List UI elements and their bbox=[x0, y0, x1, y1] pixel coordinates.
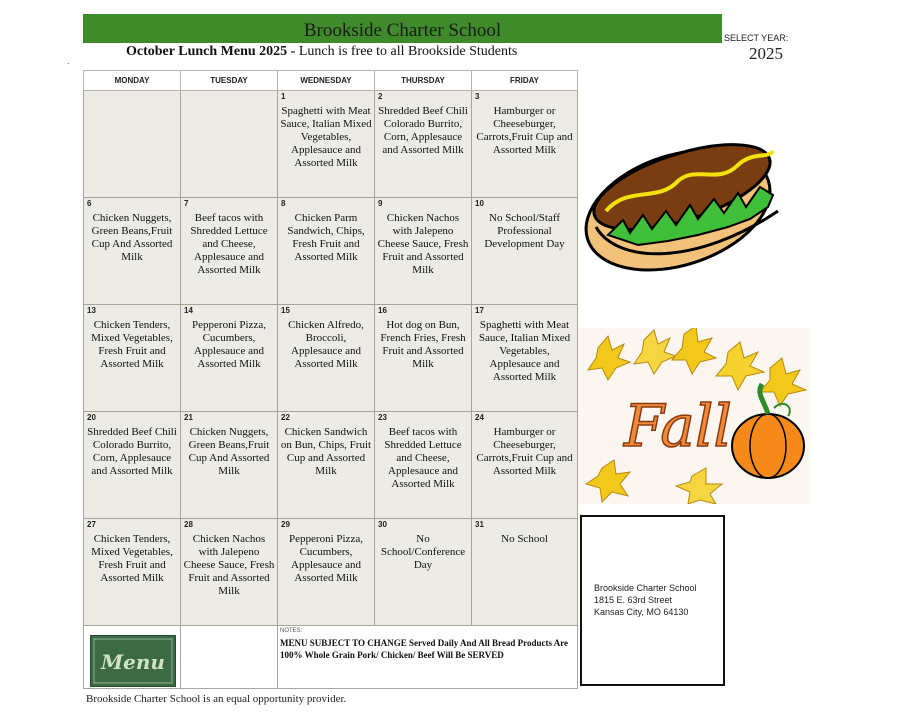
menu-logo-art bbox=[91, 636, 175, 686]
meal-text: No School/Staff Professional Development Day bbox=[484, 212, 565, 250]
notes-text: MENU SUBJECT TO CHANGE Served Daily And All Bread Products Are 100% Whole Grain Pork/ Chicken/ Beef Will Be SERVED bbox=[280, 638, 569, 660]
day-number: 16 bbox=[378, 306, 387, 315]
day-number: 9 bbox=[378, 199, 383, 208]
meal-text: Chicken Nuggets, Green Beans,Fruit Cup And Assorted Milk bbox=[188, 426, 270, 477]
day-cell bbox=[278, 519, 375, 626]
day-number: 20 bbox=[87, 413, 96, 422]
day-number: 24 bbox=[475, 413, 484, 422]
day-cell bbox=[84, 519, 181, 626]
day-cell bbox=[181, 91, 278, 198]
school-address bbox=[594, 582, 697, 618]
day-number: 3 bbox=[475, 92, 480, 101]
meal-text: Chicken Alfredo, Broccoli, Applesauce and Assorted Milk bbox=[288, 319, 364, 370]
day-cell bbox=[375, 519, 472, 626]
meal-text: Shredded Beef Chili Colorado Burrito, Corn, Applesauce and Assorted Milk bbox=[378, 105, 468, 156]
day-number: 13 bbox=[87, 306, 96, 315]
meal-text: Shredded Beef Chili Colorado Burrito, Corn, Applesauce and Assorted Milk bbox=[87, 426, 177, 477]
meal-text: Chicken Parm Sandwich, Chips, Fresh Fruit and Assorted Milk bbox=[287, 212, 365, 263]
meal-text: Beef tacos with Shredded Lettuce and Cheese, Applesauce and Assorted Milk bbox=[384, 426, 462, 490]
meal-text: Chicken Nuggets, Green Beans,Fruit Cup And Assorted Milk bbox=[91, 212, 173, 263]
day-number: 27 bbox=[87, 520, 96, 529]
day-cell bbox=[472, 91, 578, 198]
address-box bbox=[580, 515, 725, 686]
meal-text: No School/Conference Day bbox=[380, 533, 466, 571]
day-cell bbox=[84, 305, 181, 412]
meal-text: Beef tacos with Shredded Lettuce and Cheese, Applesauce and Assorted Milk bbox=[190, 212, 268, 276]
day-cell bbox=[472, 198, 578, 305]
day-number: 7 bbox=[184, 199, 189, 208]
day-cell bbox=[278, 305, 375, 412]
day-number: 30 bbox=[378, 520, 387, 529]
meal-text: Spaghetti with Meat Sauce, Italian Mixed Vegetables, Applesauce and Assorted Milk bbox=[478, 319, 571, 383]
weekday-header: WEDNESDAY bbox=[278, 71, 375, 91]
meal-text: Chicken Tenders, Mixed Vegetables, Fresh Fruit and Assorted Milk bbox=[91, 533, 173, 584]
day-number: 10 bbox=[475, 199, 484, 208]
day-number: 17 bbox=[475, 306, 484, 315]
menu-title: October Lunch Menu 2025 - bbox=[126, 44, 296, 59]
day-number: 31 bbox=[475, 520, 484, 529]
day-number: 22 bbox=[281, 413, 290, 422]
meal-text: Pepperoni Pizza, Cucumbers, Applesauce and Assorted Milk bbox=[192, 319, 266, 370]
year-select[interactable]: 2025 bbox=[749, 44, 783, 63]
weekday-header: FRIDAY bbox=[472, 71, 578, 91]
day-cell bbox=[278, 198, 375, 305]
day-cell bbox=[472, 305, 578, 412]
meal-text: Chicken Tenders, Mixed Vegetables, Fresh Fruit and Assorted Milk bbox=[91, 319, 173, 370]
day-cell bbox=[84, 412, 181, 519]
menu-logo-text: Menu bbox=[101, 650, 165, 674]
day-number: 1 bbox=[281, 92, 286, 101]
day-number: 2 bbox=[378, 92, 383, 101]
day-cell bbox=[375, 91, 472, 198]
footer-statement: Brookside Charter School is an equal opportunity provider. bbox=[86, 693, 347, 705]
empty-cell bbox=[181, 626, 278, 689]
day-number: 21 bbox=[184, 413, 193, 422]
weekday-header: MONDAY bbox=[84, 71, 181, 91]
weekday-header-row bbox=[84, 71, 578, 91]
address-street: 1815 E. 63rd Street bbox=[594, 595, 673, 605]
day-number: 29 bbox=[281, 520, 290, 529]
day-cell bbox=[375, 412, 472, 519]
meal-text: Chicken Nachos with Jalepeno Cheese Sauce, Fresh Fruit and Assorted Milk bbox=[377, 212, 469, 276]
notes-label: NOTES: bbox=[280, 628, 303, 634]
day-number: 15 bbox=[281, 306, 290, 315]
weekday-header: THURSDAY bbox=[375, 71, 472, 91]
notes-row bbox=[84, 626, 578, 689]
stray-dot: . bbox=[67, 57, 70, 66]
meal-text: Pepperoni Pizza, Cucumbers, Applesauce and Assorted Milk bbox=[289, 533, 363, 584]
address-city: Kansas City, MO 64130 bbox=[594, 607, 689, 617]
day-cell bbox=[278, 412, 375, 519]
day-cell bbox=[375, 198, 472, 305]
day-number: 6 bbox=[87, 199, 92, 208]
hotdog-illustration bbox=[578, 115, 808, 275]
lunch-calendar bbox=[83, 70, 578, 689]
meal-text: Hamburger or Cheeseburger, Carrots,Fruit Cup and Assorted Milk bbox=[476, 105, 573, 156]
day-number: 8 bbox=[281, 199, 286, 208]
menu-logo-cell bbox=[84, 626, 181, 689]
day-number: 28 bbox=[184, 520, 193, 529]
menu-logo bbox=[90, 635, 176, 687]
meal-text: Hot dog on Bun, French Fries, Fresh Fruit and Assorted Milk bbox=[380, 319, 466, 370]
day-cell bbox=[472, 412, 578, 519]
week-row bbox=[84, 519, 578, 626]
day-cell bbox=[84, 91, 181, 198]
day-cell bbox=[375, 305, 472, 412]
day-number: 14 bbox=[184, 306, 193, 315]
day-cell bbox=[278, 91, 375, 198]
weekday-header: TUESDAY bbox=[181, 71, 278, 91]
fall-logo-text: Fall bbox=[624, 392, 732, 460]
week-row bbox=[84, 305, 578, 412]
meal-text: No School bbox=[501, 533, 548, 545]
school-title: Brookside Charter School bbox=[303, 20, 502, 41]
menu-subtitle bbox=[126, 44, 517, 60]
meal-text: Hamburger or Cheeseburger, Carrots,Fruit Cup and Assorted Milk bbox=[476, 426, 573, 477]
day-cell bbox=[181, 305, 278, 412]
meal-text: Chicken Sandwich on Bun, Chips, Fruit Cup and Assorted Milk bbox=[280, 426, 372, 477]
fall-illustration bbox=[578, 328, 810, 504]
day-number: 23 bbox=[378, 413, 387, 422]
notes-cell bbox=[278, 626, 578, 689]
day-cell bbox=[181, 412, 278, 519]
day-cell bbox=[181, 198, 278, 305]
title-banner bbox=[83, 14, 722, 43]
meal-text: Chicken Nachos with Jalepeno Cheese Sauce, Fresh Fruit and Assorted Milk bbox=[183, 533, 275, 597]
meal-text: Spaghetti with Meat Sauce, Italian Mixed Vegetables, Applesauce and Assorted Milk bbox=[280, 105, 372, 169]
week-row bbox=[84, 91, 578, 198]
address-name: Brookside Charter School bbox=[594, 583, 697, 593]
day-cell bbox=[472, 519, 578, 626]
menu-note: Lunch is free to all Brookside Students bbox=[298, 44, 518, 59]
day-cell bbox=[181, 519, 278, 626]
day-cell bbox=[84, 198, 181, 305]
week-row bbox=[84, 198, 578, 305]
select-year-label: SELECT YEAR: bbox=[724, 33, 789, 43]
week-row bbox=[84, 412, 578, 519]
